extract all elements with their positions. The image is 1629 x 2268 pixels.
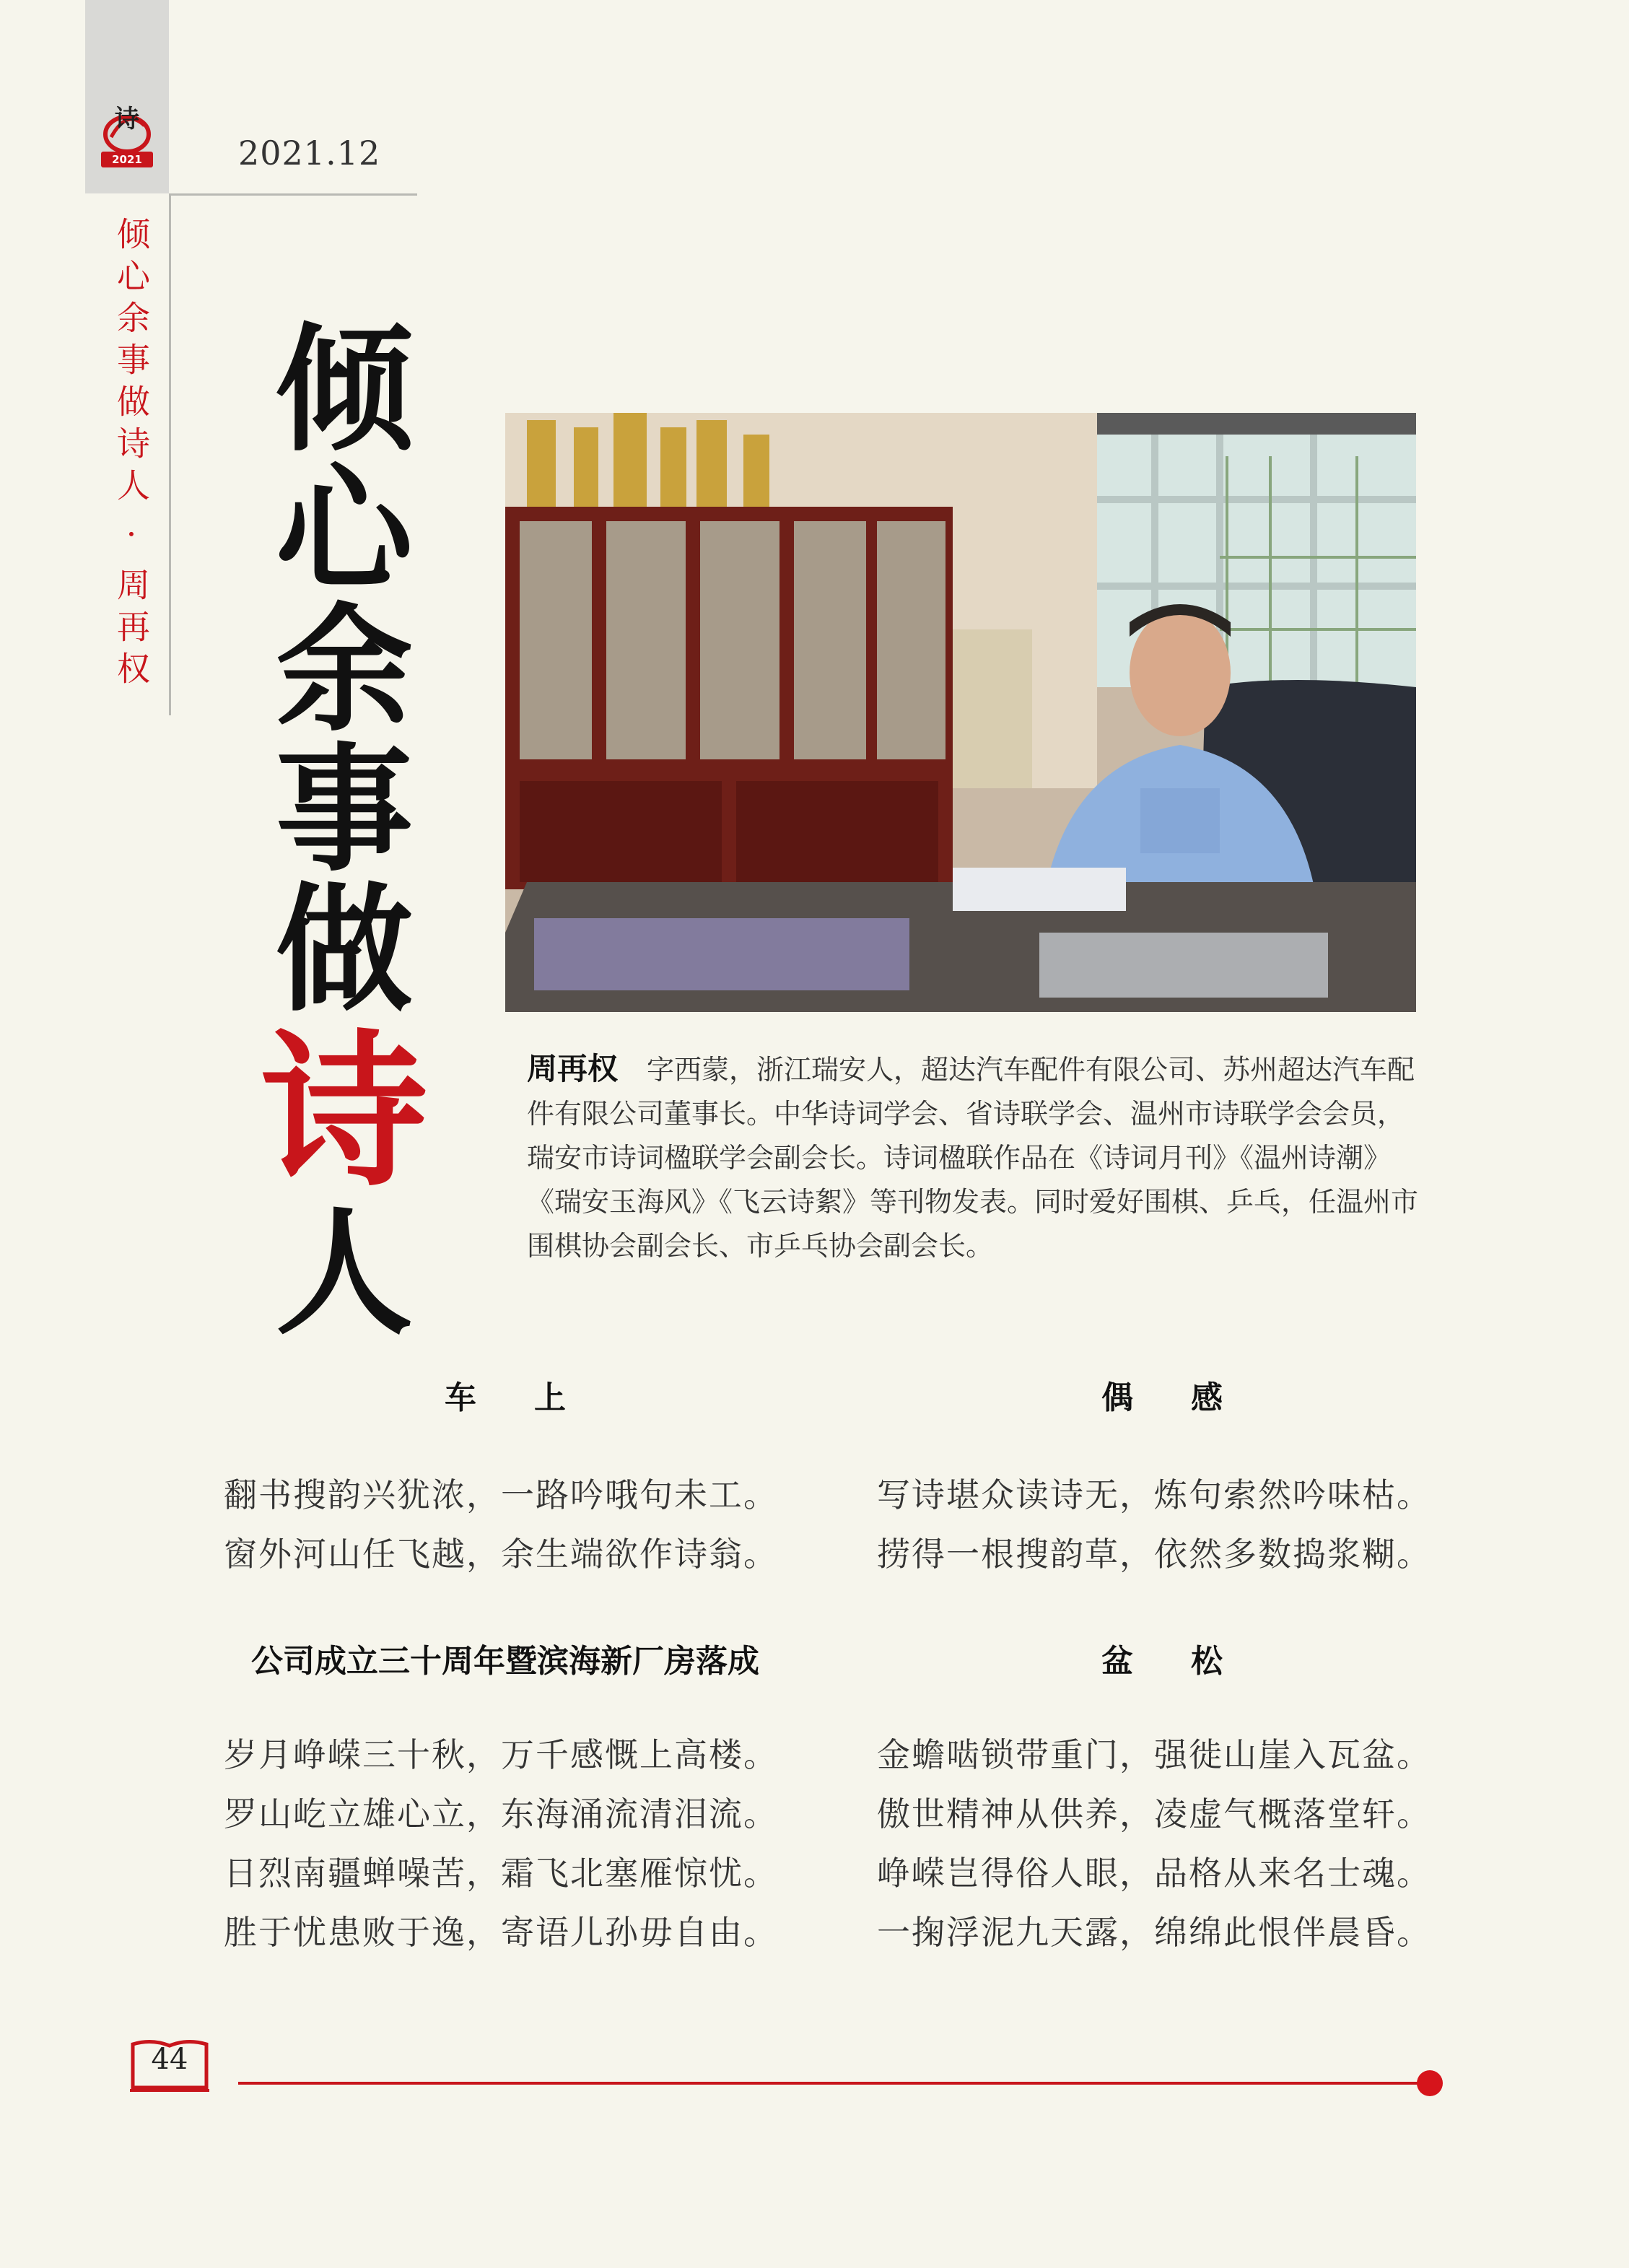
- poem-line: 岁月峥嵘三十秋，万千感慨上高楼。: [224, 1735, 778, 1774]
- title-char: 心: [275, 449, 413, 610]
- footer-rule: [238, 2082, 1422, 2085]
- poem-line: 捞得一根搜韵草，依然多数捣浆糊。: [877, 1535, 1431, 1574]
- poem-title: 盆松: [1101, 1643, 1280, 1680]
- poem-line: 窗外河山任飞越，余生端欲作诗翁。: [224, 1535, 778, 1574]
- footer-dot-icon: [1417, 2070, 1443, 2096]
- poem-body: [224, 1465, 778, 1584]
- poem-line: 一掬浮泥九天露，绵绵此恨伴晨昏。: [877, 1913, 1431, 1952]
- title-char: 余: [275, 589, 413, 750]
- poem-line: 胜于忧患败于逸，寄语儿孙毋自由。: [224, 1913, 778, 1952]
- poem-line: 罗山屹立雄心立，东海涌流清泪流。: [224, 1794, 778, 1833]
- sidebar-divider: [169, 196, 171, 715]
- title-char: 倾: [275, 309, 413, 470]
- page-number: 44: [151, 2043, 188, 2076]
- title-char: 人: [275, 1192, 413, 1353]
- poem-line: 金蟾啮锁带重门，强徙山崖入瓦盆。: [877, 1735, 1431, 1774]
- article-title: [254, 309, 434, 1353]
- header-divider: [169, 193, 417, 196]
- poem-line: 翻书搜韵兴犹浓，一路吟哦句未工。: [224, 1475, 778, 1514]
- issue-date: 2021.12: [238, 134, 381, 173]
- poem-title: 偶感: [1101, 1379, 1280, 1416]
- title-char-highlight: 诗: [261, 1014, 427, 1209]
- poem-title: 公司成立三十周年暨滨海新厂房落成: [251, 1643, 759, 1680]
- title-char: 事: [275, 729, 413, 890]
- author-bio: [527, 1047, 1422, 1268]
- author-photo: [505, 413, 1416, 1012]
- logo-year: 2021: [101, 152, 153, 167]
- author-name: 周再权: [527, 1051, 619, 1086]
- poem-body: [224, 1725, 778, 1962]
- poem-body: [877, 1465, 1431, 1584]
- title-char: 做: [275, 869, 413, 1030]
- poem-line: 日烈南疆蝉噪苦，霜飞北塞雁惊忧。: [224, 1854, 778, 1893]
- sidebar-title: 倾心余事做诗人 · 周再权: [112, 217, 151, 693]
- svg-text:诗: 诗: [115, 105, 139, 134]
- poem-line: 写诗堪众读诗无，炼句索然吟味枯。: [877, 1475, 1431, 1514]
- poem-title: 车上: [445, 1379, 624, 1416]
- poem-body: [877, 1725, 1431, 1962]
- poem-line: 傲世精神从供养，凌虚气概落堂轩。: [877, 1794, 1431, 1833]
- poem-line: 峥嵘岂得俗人眼，品格从来名士魂。: [877, 1854, 1431, 1893]
- bio-text: 字西蒙，浙江瑞安人，超达汽车配件有限公司、苏州超达汽车配件有限公司董事长。中华诗词学会、省诗联学会、温州市诗联学会会员，瑞安市诗词楹联学会副会长。诗词楹联作品在《诗词月刊》《温州诗潮》《瑞安玉海风》《飞云诗絮》等刊物发表。同时爱好围棋、乒乓，任温州市围棋协会副会长、市乒乓协会副会长。: [527, 1054, 1419, 1262]
